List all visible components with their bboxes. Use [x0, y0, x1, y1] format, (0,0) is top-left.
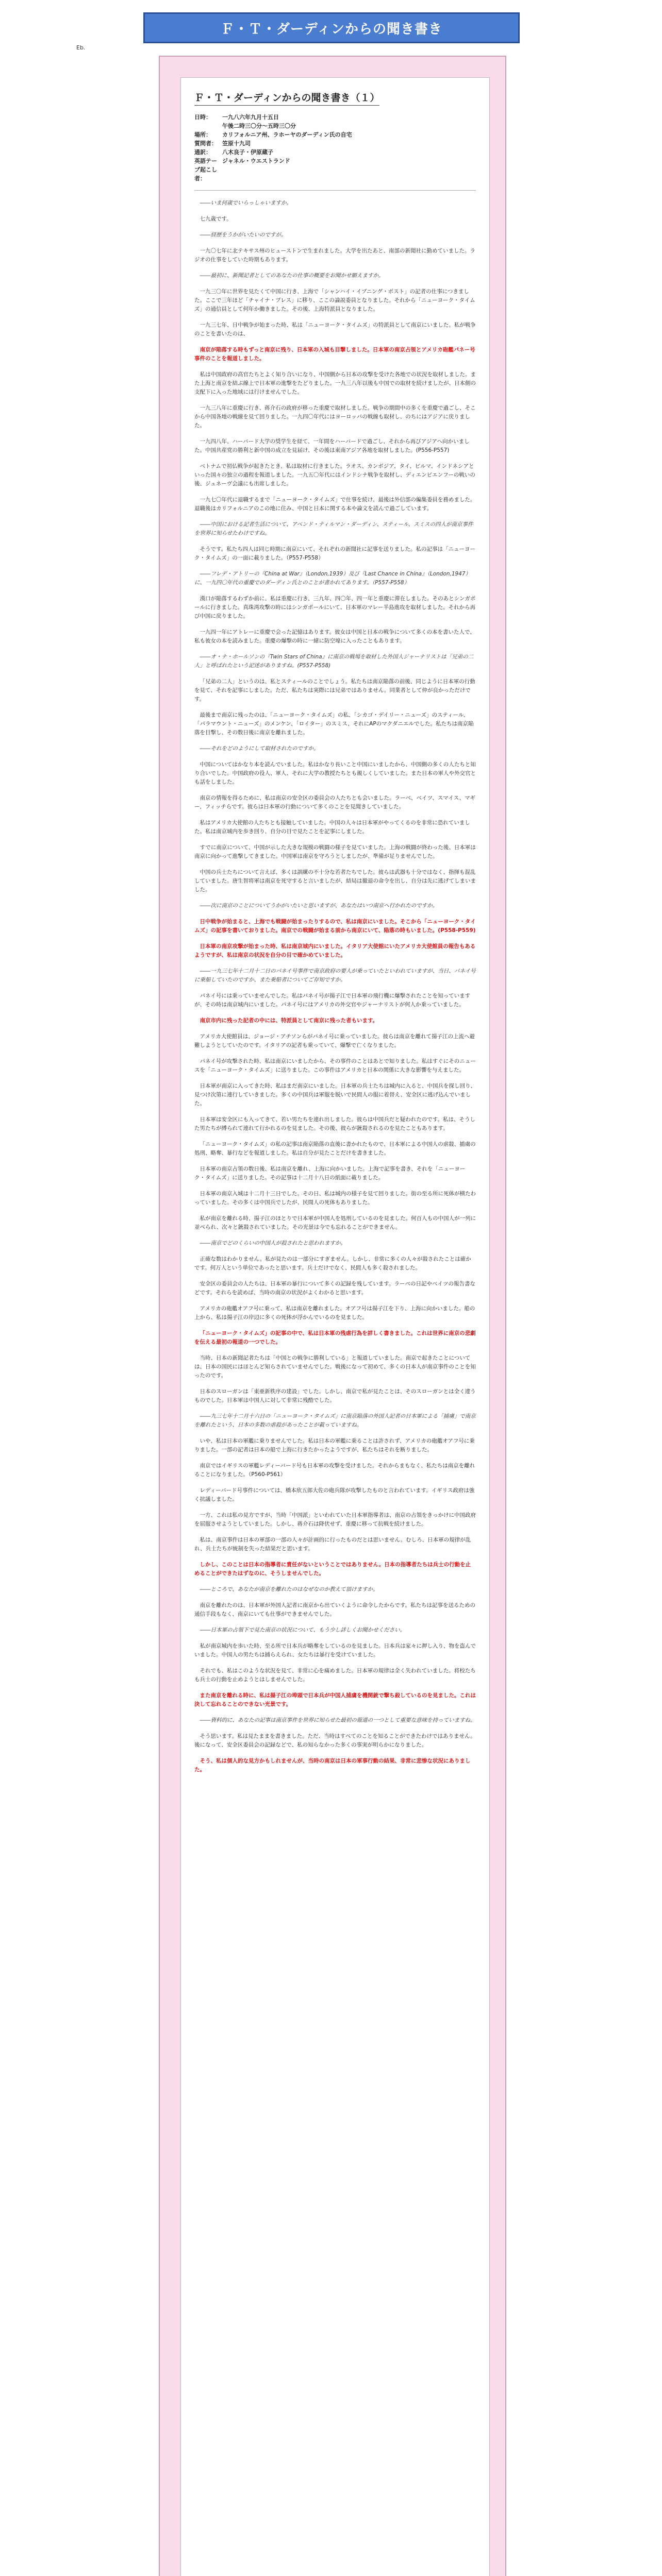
answer-paragraph: 私が南京城内を歩いた時、至る所で日本兵が略奪をしているのを見ました。日本兵は家々に押し入り、物を盗んでいました。中国人の男たちは捕らえられ、女たちは暴行を受けていました。 — [194, 1643, 476, 1658]
interview-text — [194, 199, 476, 1774]
answer-paragraph: 日本軍の南京占領の数日後、私は南京を離れ、上海に向かいました。上海で記事を書き、それを「ニューヨーク・タイムズ」に送りました。その記事は十二月十八日の紙面に載りました。 — [194, 1166, 466, 1181]
meta-value: 笠原十九司 — [222, 140, 251, 147]
meta-key: 英語テープ起こし者： — [194, 158, 217, 182]
answer-paragraph: 南京が陥落する時もずっと南京に残り、日本軍の入城も目撃しました。日本軍の南京占領とアメリカ砲艦パネー号事件のことを報道しました。 — [194, 347, 475, 362]
meta-row — [194, 157, 476, 183]
question-paragraph: ――経歴をうかがいたいのですが。 — [200, 232, 287, 238]
answer-paragraph: アメリカ大使館員は、ジョージ・アチソンらがパネイ号に乗っていました。彼らは南京を離れて揚子江の上流へ避難しようとしていたのです。イタリアの記者も乗っていて、爆撃で亡くなりました。 — [194, 1033, 475, 1048]
answer-paragraph: 「ニューヨーク・タイムズ」の私の記事は南京陥落の直後に書かれたもので、日本軍による中国人の虐殺、捕虜の処刑、略奪、暴行などを報道しました。私は自分が見たことだけを書きました。 — [194, 1141, 476, 1156]
divider — [194, 190, 476, 191]
meta-key: 通訳： — [194, 149, 211, 156]
answer-paragraph: 最後まで南京に残ったのは、「ニューヨーク・タイムズ」の私、「シカゴ・デイリー・ニューズ」のスティール、「パラマウント・ニューズ」のメンケン、「ロイター」のスミス、それにAPのマクダニエルでした。私たちは南京陥落を目撃し、その数日後に南京を離れました。 — [194, 712, 474, 736]
meta-key: 質問者： — [194, 140, 217, 147]
meta-value: 一九八六年九月十五日 — [222, 114, 279, 121]
meta-value: 午後二時三〇分～五時三〇分 — [222, 123, 296, 129]
answer-paragraph: 安全区の委員会の人たちは、日本軍の暴行について多くの記録を残しています。ラーベの日記やベイツの報告書などです。それらを読めば、当時の南京の状況がよくわかると思います。 — [194, 1281, 475, 1296]
answer-paragraph: 当時、日本の新聞記者たちは「中国との戦争に勝利している」と報道していました。南京で起きたことについては、日本の国民にはほとんど知らされていませんでした。戦後になって初めて、多くの日本人が南京事件のことを知ったのです。 — [194, 1355, 476, 1379]
answer-paragraph: 一九三〇年に世界を見たくて中国に行き、上海で「シャンハイ・イブニング・ポスト」の記者の仕事につきました。ここで三年ほど「チャイナ・プレス」に移り、ここの論説委員となりました。それから「ニューヨーク・タイムズ」の通信員として何年か働きました。その後、上海特派員となりました。 — [194, 289, 475, 312]
answer-paragraph: また南京を離れる時に、私は揚子江の埠頭で日本兵が中国人捕虜を機関銃で撃ち殺しているのを見ました。これは決して忘れることのできない光景です。 — [194, 1692, 476, 1707]
answer-paragraph: それでも、私はこのような状況を見て、非常に心を痛めました。日本軍の規律は全く失われていました。将校たちも兵士の行動を止めようとはしませんでした。 — [194, 1668, 476, 1683]
answer-paragraph: 日本軍の南京攻撃が始まった時、私は南京城内にいました。イタリア大使館にいたアメリカ大使館員の報告もあるようですが、私は南京の状況を自分の目で確かめていました。 — [194, 943, 476, 958]
answer-paragraph: 私は、南京事件は日本の軍部の一部の人々が計画的に行ったものだとは思いません。むしろ、日本軍の規律が乱れ、兵士たちが統制を失った結果だと思います。 — [194, 1537, 471, 1552]
question-paragraph: ――オ・ナ・ホールソンの『Twin Stars of China』に南京の戦場を取材した外国人ジャーナリストは「兄弟の二人」と呼ばれたという記述がありますね。(P557-P558) — [194, 654, 474, 669]
question-paragraph: ――九三七年十二月十六日の「ニューヨーク・タイムズ」に南京陥落の外国人記者の日本軍による「捕虜」で南京を離れたという、日本の多数の虐殺があったことが載っていますね。 — [194, 1413, 476, 1428]
answer-paragraph: 私は中国政府の高官たちとよく知り合いになり、中国側から日本の攻撃を受けた各地での状況を取材しました。また上海と南京を結ぶ線上で日本軍の進撃をたどりました。一九三八年以後も中国での取材を続けましたが、日本側の支配下に入った地域には行けませんでした。 — [194, 371, 476, 395]
meta-key — [194, 122, 222, 130]
question-paragraph: ――ところで、あなたが南京を離れたのはなぜなのか教えて頂けますか。 — [200, 1586, 378, 1592]
meta-value: 八木良子・伊原蔵子 — [222, 149, 273, 156]
question-paragraph: ――日本軍の占領下で見た南京の状況について、もう少し詳しくお聞かせください。 — [200, 1627, 406, 1633]
question-paragraph: ――一九三七年十二月十二日のパネイ号事件で南京政府の要人が乗っていたといわれていますが、当日、パネイ号に乗船していたのですか、また乗船者についてご存知ですか。 — [194, 968, 476, 983]
meta-value: ジャネル・ウエストランド — [222, 158, 290, 164]
answer-paragraph: ベトナムで初仏戦争が起きたとき、私は取材に行きました。ラオス、カンボジア、タイ、ビルマ、インドネシアといった国々の独立の過程を報道しました。一九五〇年代にはインドシナ戦争を取材し、ディエンビエンフーの戦いの後、ジュネーヴ会議にも出席しました。 — [194, 463, 475, 487]
document-title: Ｆ・Ｔ・ダーディンからの聞き書き（１） — [194, 90, 379, 106]
document-body — [180, 77, 490, 2576]
meta-row — [194, 139, 476, 148]
answer-paragraph: アメリカの砲艦オアフ号に乗って、私は南京を離れました。オアフ号は揚子江を下り、上海に向かいました。船の上から、私は揚子江の岸辺に多くの死体が浮かんでいるのを見ました。 — [194, 1306, 475, 1320]
answer-paragraph: 一九三七年、日中戦争が始まった時、私は「ニューヨーク・タイムズ」の特派員として南京にいました。私が戦争のことを書いたのは、 — [194, 322, 476, 337]
meta-key: 日時： — [194, 114, 211, 121]
interview-meta — [194, 113, 476, 183]
answer-paragraph: 一九〇七年に北テキサス州のヒューストンで生まれました。大学を出たあと、南部の新聞社に勤めていました。ラジオの仕事をしていた時期もあります。 — [194, 248, 476, 263]
answer-paragraph: 私はアメリカ大使館の人たちとも接触していました。中国の人々は日本軍がやってくるのを非常に恐れていました。私は南京城内を歩き回り、自分の目で見たことを記事にしました。 — [194, 820, 470, 835]
answer-paragraph: 「兄弟の二人」というのは、私とスティールのことでしょう。私たちは南京陥落の前後、同じように日本軍の行動を見て、それを記事にしました。ただ、私たちは実際には兄弟ではありません。同業者として仲が良かっただけです。 — [194, 679, 475, 702]
meta-row — [194, 122, 476, 130]
answer-paragraph: そう思います。私は見たままを書きました。ただ、当時はすべてのことを知ることができたわけではありません。後になって、安全区委員会の記録などで、私の知らなかった多くの事実が明らかになりました。 — [194, 1733, 476, 1748]
answer-paragraph: 一九四一年にアトレーに重慶で会った記憶はあります。彼女は中国と日本の戦争について多くの本を書いた人で、私も彼女の本を読みました。重慶の爆撃の時に一緒に防空壕に入ったこともあります。 — [194, 629, 475, 644]
answer-paragraph: 私が南京を離れる時、揚子江のほとりで日本軍が中国人を処刑しているのを見ました。何百人もの中国人が一列に並べられ、次々と銃殺されていました。その光景は今でも忘れることができません。 — [194, 1215, 476, 1230]
question-paragraph: ――フレデ・アトリーの『China at War』（London,1939）及び『Last Chance in China』（London,1947）に、一九四〇年代の重慶でのダーディン氏とのことが書かれてあります。（P557-P558） — [194, 571, 471, 586]
corner-note: Eb. — [76, 44, 86, 51]
meta-row — [194, 130, 476, 139]
answer-paragraph: そうです。私たち四人は同じ時期に南京にいて、それぞれの新聞社に記事を送りました。私の記事は「ニューヨーク・タイムズ」の一面に載りました。（P557-P558） — [194, 546, 475, 561]
answer-paragraph: 一九七〇年代に退職するまで「ニューヨーク・タイムズ」で仕事を続け、最後は外信部の編集委員を務めました。退職後はカリフォルニアのこの地に住み、中国と日本に関する本や論文を読んで過ごしています。 — [194, 497, 476, 512]
answer-paragraph: そう、私は個人的な見方かもしれませんが、当時の南京は日本の軍事行動の結果、非常に悲惨な状況にありました。 — [194, 1758, 471, 1773]
page-banner — [143, 12, 520, 43]
answer-paragraph: 南京ではイギリスの軍艦レディーバード号も日本軍の攻撃を受けました。それからまもなく、私たちは南京を離れることになりました。（P560-P561） — [194, 1463, 475, 1478]
banner-title: Ｆ・Ｔ・ダーディンからの聞き書き — [221, 21, 442, 37]
meta-key: 場所： — [194, 131, 211, 138]
answer-paragraph: しかし、このことは日本の指導者に責任がないということではありません。日本の指導者たちは兵士の行動を止めることができたはずなのに、そうしませんでした。 — [194, 1562, 471, 1577]
question-paragraph: ――次に南京のことについてうかがいたいと思いますが、あなたはいつ南京へ行かれたのですか。 — [200, 903, 438, 909]
page-frame — [159, 56, 506, 2576]
answer-paragraph: 日本軍は安全区にも入ってきて、若い男たちを連れ出しました。彼らは中国兵だと疑われたのです。私は、そうした男たちが縛られて連れて行かれるのを見ました。その後、彼らが銃殺されるのを見たこともあります。 — [194, 1116, 475, 1131]
answer-paragraph: 南京の情報を得るために、私は南京の安全区の委員会の人たちとも会いました。ラーベ、ベイツ、スマイス、マギー、フィッチらです。彼らは日本軍の行動について多くのことを見聞きしていました。 — [194, 795, 476, 810]
answer-paragraph: 日本のスローガンは「東亜新秩序の建設」でした。しかし、南京で私が見たことは、そのスローガンとは全く違うものでした。日本軍は中国人に対して非常に残酷でした。 — [194, 1388, 476, 1403]
answer-paragraph: 中国についてはかなり本を読んでいました。私はかなり長いこと中国にいましたから、中国側の多くの人たちと知り合いでした。中国政府の役人、軍人、それに大学の教授たちとも親しくしていました。また日本の軍人や外交官とも話をしました。 — [194, 761, 476, 785]
answer-paragraph: パネイ号が攻撃された時、私は南京にいましたから、その事件のことはあとで知りました。私はすぐにそのニュースを「ニューヨーク・タイムズ」に送りました。この事件はアメリカと日本の関係に大きな影響を与えました。 — [194, 1058, 476, 1073]
question-paragraph: ――南京でどのくらいの中国人が殺されたと思われますか。 — [200, 1240, 346, 1246]
answer-paragraph: 「ニューヨーク・タイムズ」の記事の中で、私は日本軍の残虐行為を詳しく書きました。これは世界に南京の悲劇を伝える最初の報道の一つでした。 — [194, 1330, 476, 1345]
meta-value: カリフォルニア州、ラホーヤのダーディン氏の自宅 — [222, 131, 352, 138]
answer-paragraph: 日中戦争が始まると、上海でも戦闘が始まったりするので、私は南京にいました。そこから「ニューヨーク・タイムズ」の記事を書いておりました。南京での戦闘が始まる前から南京にいて、陥落の時もいました。(P558-P559) — [194, 919, 476, 934]
question-paragraph: ――最初に、新聞記者としてのあなたの仕事の概要をお聞かせ願えますか。 — [200, 273, 384, 279]
answer-paragraph: いや、私は日本の軍艦に乗りませんでした。私は日本の軍艦に乗ることは許されず、アメリカの砲艦オアフ号に乗りました。一部の記者は日本の船で上海に行きたかったようですが、私たちはそれを断りました。 — [194, 1438, 475, 1453]
answer-paragraph: 南京市内に残った記者の中には、特派員として南京に残った者もいます。 — [200, 1018, 378, 1024]
answer-paragraph: 漢口が陥落するわずか前に、私は重慶に行き、三九年、四〇年、四一年と重慶に滞在しました。そのあとシンガポールに行きました。真珠湾攻撃の時にはシンガポールにいて、日本軍のマレー半島進攻を取材しました。それから再び中国に戻りました。 — [194, 596, 476, 619]
answer-paragraph: 一九三八年に重慶に行き、蒋介石の政府が移った重慶で取材しました。戦争の期間中の多くを重慶で過ごし、そこから中国各地の戦線を見て回りました。一九四〇年代にはヨーロッパの戦線も取材し、のちにはアジアに戻りました。 — [194, 405, 476, 429]
question-paragraph: ――中国における記者生活について、アベンド・ティルマン・ダーディン、スティール、スミスの四人が南京事件を世界に知らせたわけですね。 — [194, 521, 473, 536]
answer-paragraph: パネイ号には乗っていませんでした。私はパネイ号が揚子江で日本軍の飛行機に爆撃されたことを知っていますが、その時は南京城内にいました。パネイ号にはアメリカの外交官やジャーナリストが何人か乗っていました。 — [194, 993, 471, 1008]
answer-paragraph: 一方、これは私の見方ですが、当時「中国派」といわれていた日本軍指導者は、南京の占領をきっかけに中国政府を屈服させようとしていました。しかし、蒋介石は降伏せず、重慶に移って抗戦を続けました。 — [194, 1512, 476, 1527]
question-paragraph: ――いま何歳でいらっしゃいますか。 — [200, 200, 292, 206]
answer-paragraph: 七九歳です。 — [200, 216, 232, 222]
answer-paragraph: 一九四八年、ハーバード大学の奨学生を経て、一年間をハーバードで過ごし、それから再びアジアへ向かいました。中国共産党の勝利と新中国の成立を見届け、その後は東南アジア各地を取材しました。(P556-P557) — [194, 438, 470, 453]
answer-paragraph: 正確な数はわかりません。私が見たのは一部分にすぎません。しかし、非常に多くの人々が殺されたことは確かです。何万人という単位であったと思います。兵士だけでなく、民間人も多く殺されました。 — [194, 1256, 471, 1271]
answer-paragraph: すでに南京について、中国が示した大きな規模の戦闘の様子を見ていました。上海の戦闘が終わった後、日本軍は南京に向かって進撃してきました。中国軍は南京を守ろうとしましたが、準備が足りませんでした。 — [194, 844, 476, 859]
meta-row — [194, 113, 476, 122]
meta-row — [194, 148, 476, 157]
answer-paragraph: レディーバード号事件については、橋本欣五郎大佐の砲兵隊が攻撃したものと言われています。イギリス政府は強く抗議しました。 — [194, 1487, 475, 1502]
question-paragraph: ――資料的に、あなたの記事は南京事件を世界に知らせた最初の報道の一つとして重要な意味を持っていますね。 — [200, 1717, 476, 1723]
answer-paragraph: 南京を離れたのは、日本軍が外国人記者に南京から出ていくように命令したからです。私たちは記事を送るための通信手段もなく、南京にいても仕事ができませんでした。 — [194, 1602, 476, 1617]
answer-paragraph: 日本軍が南京に入ってきた時、私はまだ南京にいました。日本軍の兵士たちは城内に入ると、中国兵を探し回り、見つけ次第に連行していきました。多くの中国兵は軍服を脱いで民間人の服に着替え、安全区に逃げ込んでいました。 — [194, 1083, 476, 1107]
answer-paragraph: 日本軍の南京入城は十二月十三日でした。その日、私は城内の様子を見て回りました。街の至る所に死体が横たわっていました。その多くは中国兵でしたが、民間人の死体もありました。 — [194, 1191, 476, 1206]
answer-paragraph: 中国の兵士たちについて言えば、多くは訓練の不十分な若者たちでした。彼らは武器も十分ではなく、指揮も混乱していました。唐生智将軍は南京を死守すると言いましたが、結局は撤退の命令を出し、自分は先に逃げてしまいました。 — [194, 869, 476, 893]
question-paragraph: ――それをどのようにして取材されたのですか。 — [200, 745, 319, 752]
